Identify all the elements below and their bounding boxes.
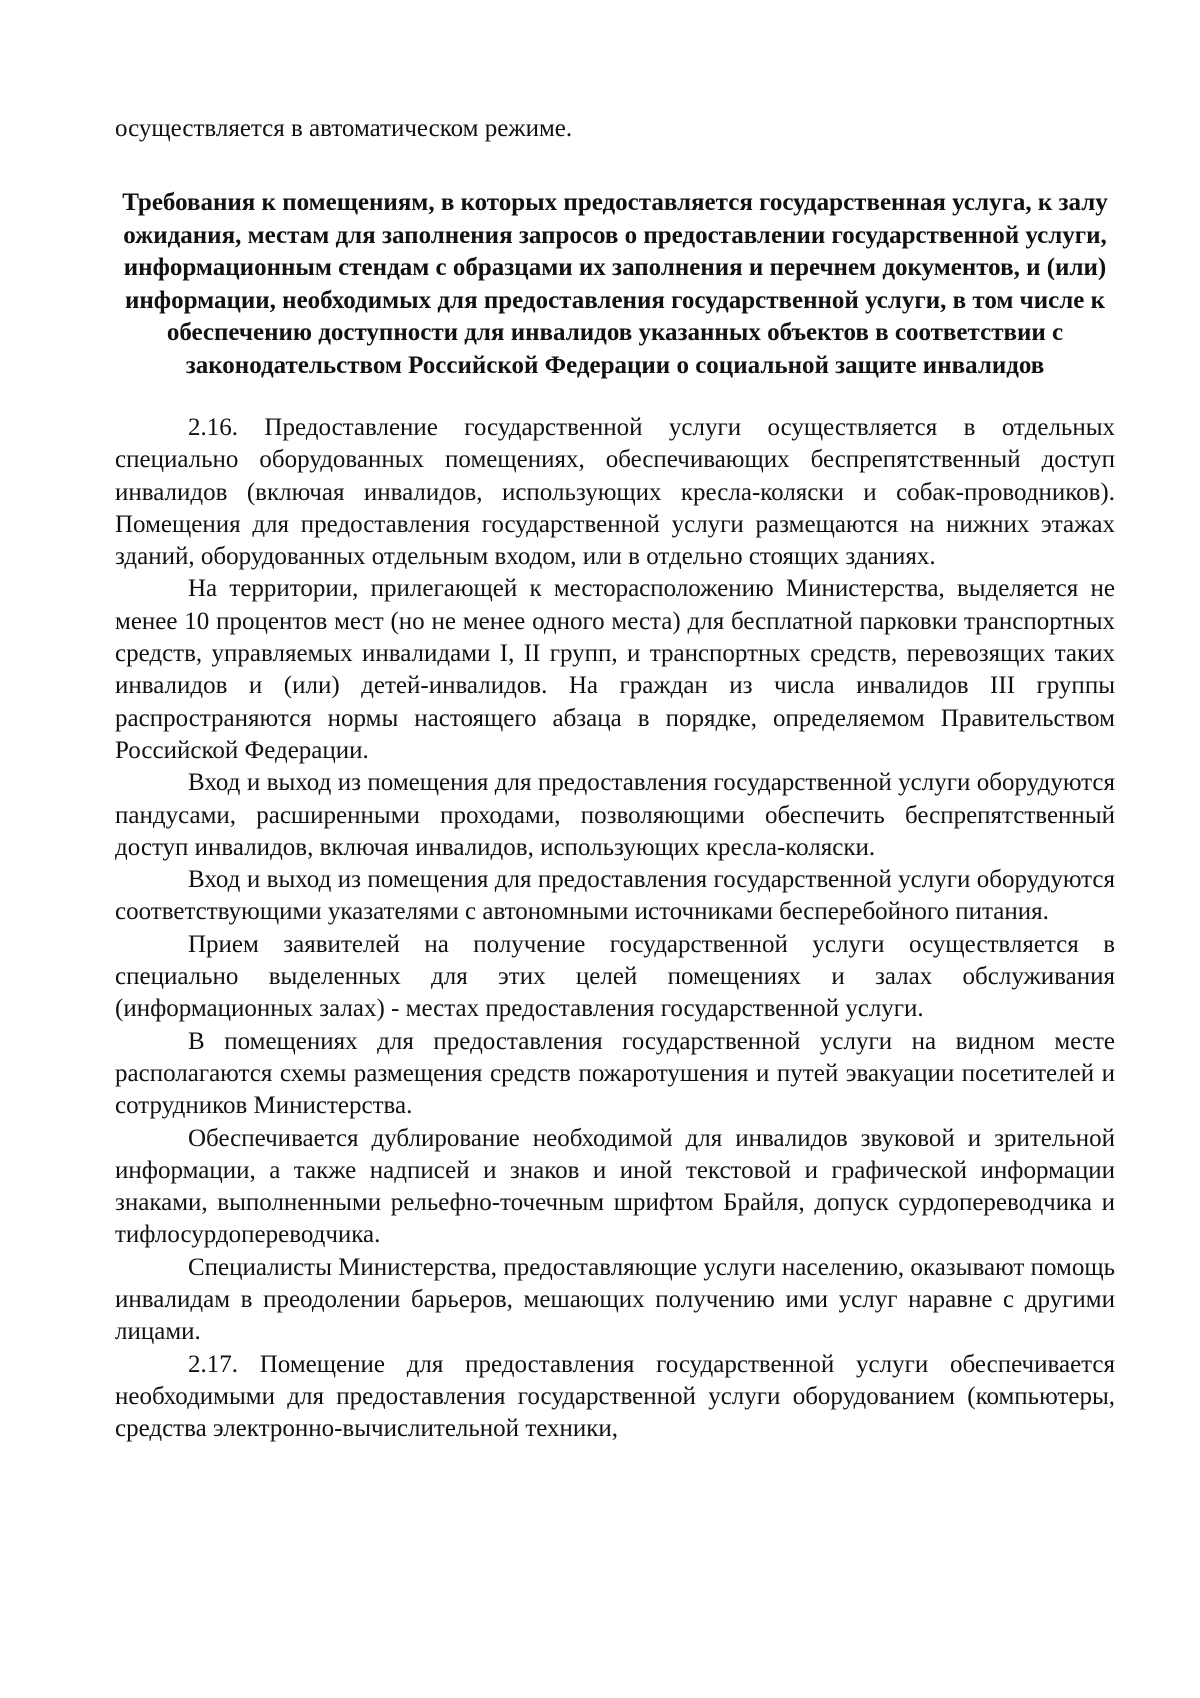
page-content [115,113,1115,1446]
paragraph-parking: На территории, прилегающей к месторасположению Министерства, выделяется не менее 10 процентов мест (но не менее одного места) для бесплатной парковки транспортных средств, управляемых инвалидами I, II групп, и транспортных средств, перевозящих таких инвалидов и (или) детей-инвалидов. На граждан из числа инвалидов III группы распространяются нормы настоящего абзаца в порядке, определяемом Правительством Российской Федерации. [115,575,1115,764]
section-heading: Требования к помещениям, в которых предоставляется государственная услуга, к залу ожидания, местам для заполнения запросов о предоставлении государственной услуги, информационным стендам с образцами их заполнения и перечнем документов, и (или) информации, необходимых для предоставления государственной услуги, в том числе к обеспечению доступности для инвалидов указанных объектов в соответствии с законодательством Российской Федерации о социальной защите инвалидов [122,189,1108,379]
paragraph-2-17: 2.17. Помещение для предоставления государственной услуги обеспечивается необходимыми для предоставления государственной услуги оборудованием (компьютеры, средства электронно-вычислительной техники, [115,1350,1115,1443]
paragraph-ramps: Вход и выход из помещения для предоставления государственной услуги оборудуются пандусами, расширенными проходами, позволяющими обеспечить беспрепятственный доступ инвалидов, включая инвалидов, использующих кресла-коляски. [115,769,1115,861]
paragraph-2-16: 2.16. Предоставление государственной услуги осуществляется в отдельных специально оборудованных помещениях, обеспечивающих беспрепятственный доступ инвалидов (включая инвалидов, использующих кресла-коляски и собак-проводников). Помещения для предоставления государственной услуги размещаются на нижних этажах зданий, оборудованных отдельным входом, или в отдельно стоящих зданиях. [115,414,1115,571]
paragraph-signage: Вход и выход из помещения для предоставления государственной услуги оборудуются соответствующими указателями с автономными источниками бесперебойного питания. [115,866,1115,926]
paragraph-braille: Обеспечивается дублирование необходимой для инвалидов звуковой и зрительной информации, а также надписей и знаков и иной текстовой и графической информации знаками, выполненными рельефно-точечным шрифтом Брайля, допуск сурдопереводчика и тифлосурдопереводчика. [115,1124,1115,1249]
paragraph-evacuation: В помещениях для предоставления государственной услуги на видном месте располагаются схемы размещения средств пожаротушения и путей эвакуации посетителей и сотрудников Министерства. [115,1027,1115,1120]
paragraph-reception: Прием заявителей на получение государственной услуги осуществляется в специально выделенных для этих целей помещениях и залах обслуживания (информационных залах) - местах предоставления государственной услуги. [115,930,1115,1023]
continuation-line: осуществляется в автоматическом режиме. [115,115,573,142]
paragraph-assistance: Специалисты Министерства, предоставляющие услуги населению, оказывают помощь инвалидам в преодолении барьеров, мешающих получению ими услуг наравне с другими лицами. [115,1253,1115,1346]
section-body [115,412,1115,1446]
